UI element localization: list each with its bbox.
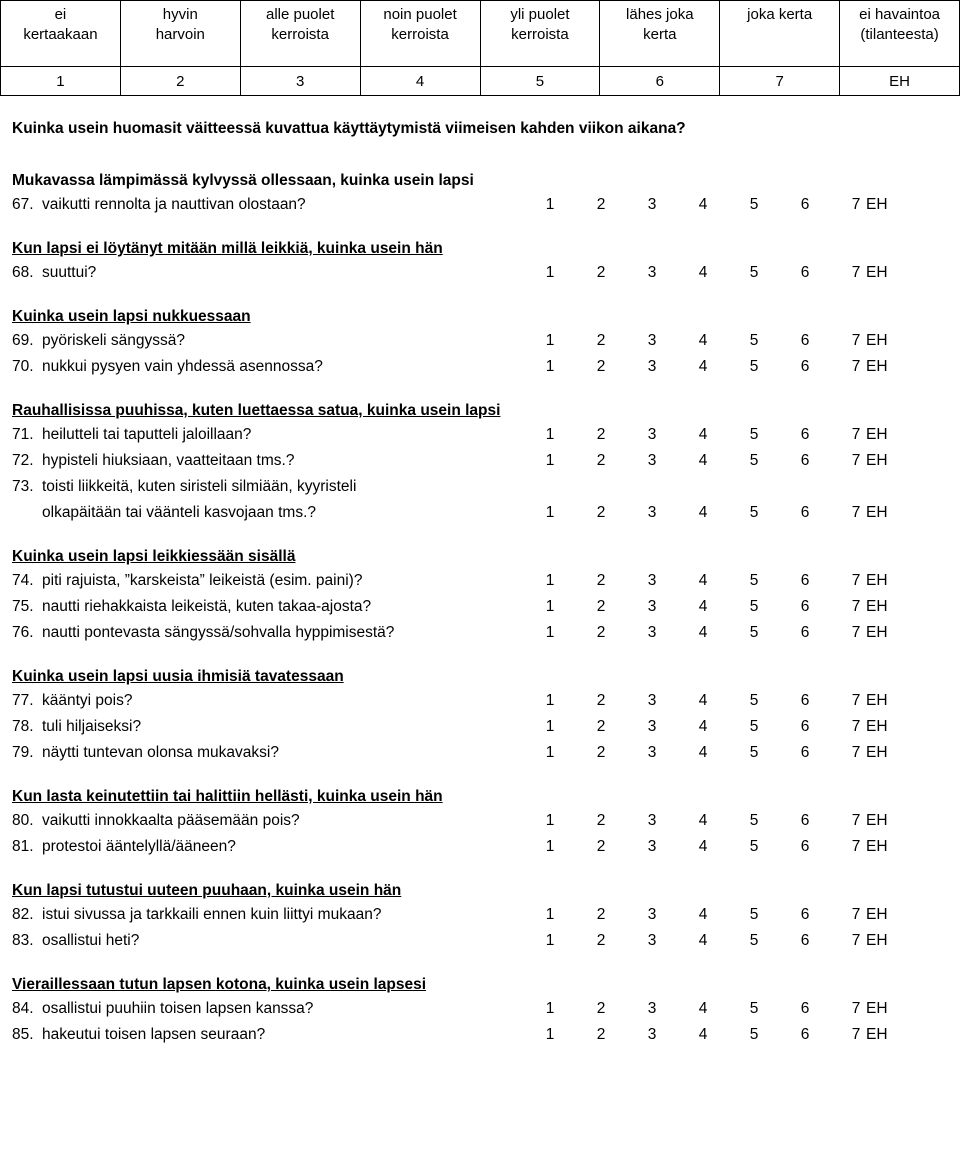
response-scale-table	[0, 0, 960, 96]
answer-option-1[interactable]: 1	[545, 744, 555, 761]
section-heading: Kuinka usein lapsi nukkuessaan	[12, 308, 251, 325]
section-heading: Kuinka usein lapsi leikkiessään sisällä	[12, 548, 296, 565]
answer-option-7[interactable]: 7	[851, 264, 861, 281]
section-heading: Kuinka usein lapsi uusia ihmisiä tavatessaan	[12, 668, 344, 685]
answer-option-1[interactable]: 1	[545, 572, 555, 589]
answer-option-2[interactable]: 2	[596, 1026, 606, 1043]
answer-option-2[interactable]: 2	[596, 452, 606, 469]
answer-option-5[interactable]: 5	[749, 426, 759, 443]
answer-option-5[interactable]: 5	[749, 932, 759, 949]
answer-option-7[interactable]: 7	[851, 812, 861, 829]
question-number: 69.	[12, 332, 34, 349]
scale-label-text: hyvin	[162, 6, 198, 23]
answer-option-5[interactable]: 5	[749, 504, 759, 521]
answer-option-7[interactable]: 7	[851, 504, 861, 521]
answer-option-4[interactable]: 4	[698, 744, 708, 761]
scale-label-text: joka kerta	[747, 6, 813, 23]
answer-option-1[interactable]: 1	[545, 358, 555, 375]
answer-option-1[interactable]: 1	[545, 452, 555, 469]
question-text: piti rajuista, ”karskeista” leikeistä (esim. paini)?	[42, 572, 363, 589]
answer-option-eh[interactable]: EH	[866, 264, 888, 281]
question-text: osallistui puuhiin toisen lapsen kanssa?	[42, 1000, 314, 1017]
answer-option-2[interactable]: 2	[596, 504, 606, 521]
answer-option-5[interactable]: 5	[749, 332, 759, 349]
answer-option-5[interactable]: 5	[749, 838, 759, 855]
answer-option-3[interactable]: 3	[647, 624, 657, 641]
scale-label-cell	[240, 1, 360, 67]
scale-label-text: kerroista	[271, 26, 329, 43]
scale-label-text: alle puolet	[265, 6, 335, 23]
question-text: hakeutui toisen lapsen seuraan?	[42, 1026, 266, 1043]
answer-option-1[interactable]: 1	[545, 624, 555, 641]
answer-option-3[interactable]: 3	[647, 572, 657, 589]
question-text: kääntyi pois?	[42, 692, 133, 709]
answer-option-2[interactable]: 2	[596, 692, 606, 709]
answer-option-1[interactable]: 1	[545, 332, 555, 349]
answer-option-2[interactable]: 2	[596, 624, 606, 641]
question-section	[12, 880, 952, 954]
answer-option-4[interactable]: 4	[698, 196, 708, 213]
answer-option-3[interactable]: 3	[647, 264, 657, 281]
answer-option-4[interactable]: 4	[698, 264, 708, 281]
question-number: 71.	[12, 426, 34, 443]
question-number: 73.	[12, 478, 34, 495]
answer-option-7[interactable]: 7	[851, 906, 861, 923]
question-text: toisti liikkeitä, kuten siristeli silmiään, kyyristeli	[42, 478, 357, 495]
question-text: nautti pontevasta sängyssä/sohvalla hyppimisestä?	[42, 624, 395, 641]
section-heading: Kun lasta keinutettiin tai halittiin hellästi, kuinka usein hän	[12, 788, 443, 805]
answer-option-eh[interactable]: EH	[866, 504, 888, 521]
answer-option-eh[interactable]: EH	[866, 838, 888, 855]
answer-option-6[interactable]: 6	[800, 906, 810, 923]
question-section	[12, 786, 952, 860]
question-item	[12, 834, 952, 860]
answer-option-6[interactable]: 6	[800, 812, 810, 829]
scale-code-cell: 6	[600, 67, 720, 96]
answer-option-eh[interactable]: EH	[866, 1000, 888, 1017]
question-number: 78.	[12, 718, 34, 735]
answer-option-2[interactable]: 2	[596, 426, 606, 443]
answer-option-eh[interactable]: EH	[866, 426, 888, 443]
question-item	[12, 740, 952, 766]
question-item	[12, 620, 952, 646]
question-number: 76.	[12, 624, 34, 641]
answer-option-5[interactable]: 5	[749, 358, 759, 375]
answer-option-eh[interactable]: EH	[866, 932, 888, 949]
main-question: Kuinka usein huomasit väitteessä kuvattua käyttäytymistä viimeisen kahden viikon aikana?	[12, 120, 686, 137]
question-number: 68.	[12, 264, 34, 281]
answer-option-1[interactable]: 1	[545, 264, 555, 281]
answer-option-7[interactable]: 7	[851, 1000, 861, 1017]
answer-option-7[interactable]: 7	[851, 1026, 861, 1043]
question-text-continued: olkapäitään tai väänteli kasvojaan tms.?	[42, 504, 316, 521]
answer-option-3[interactable]: 3	[647, 744, 657, 761]
answer-option-4[interactable]: 4	[698, 504, 708, 521]
question-number: 82.	[12, 906, 34, 923]
answer-option-4[interactable]: 4	[698, 838, 708, 855]
answer-option-4[interactable]: 4	[698, 692, 708, 709]
section-heading: Vieraillessaan tutun lapsen kotona, kuinka usein lapsesi	[12, 976, 427, 993]
answer-option-eh[interactable]: EH	[866, 812, 888, 829]
question-text: istui sivussa ja tarkkaili ennen kuin liittyi mukaan?	[42, 906, 382, 923]
answer-option-3[interactable]: 3	[647, 1026, 657, 1043]
answer-option-2[interactable]: 2	[596, 744, 606, 761]
answer-option-6[interactable]: 6	[800, 744, 810, 761]
answer-option-7[interactable]: 7	[851, 718, 861, 735]
answer-option-5[interactable]: 5	[749, 812, 759, 829]
answer-option-6[interactable]: 6	[800, 838, 810, 855]
answer-option-6[interactable]: 6	[800, 1000, 810, 1017]
answer-option-6[interactable]: 6	[800, 452, 810, 469]
answer-option-2[interactable]: 2	[596, 932, 606, 949]
question-text: näytti tuntevan olonsa mukavaksi?	[42, 744, 279, 761]
answer-option-4[interactable]: 4	[698, 718, 708, 735]
question-item	[12, 996, 952, 1022]
answer-option-5[interactable]: 5	[749, 718, 759, 735]
answer-option-eh[interactable]: EH	[866, 598, 888, 615]
scale-label-text: kerroista	[511, 26, 569, 43]
question-text: protestoi ääntelyllä/ääneen?	[42, 838, 236, 855]
answer-option-5[interactable]: 5	[749, 906, 759, 923]
scale-label-cell	[480, 1, 600, 67]
answer-option-eh[interactable]: EH	[866, 572, 888, 589]
answer-option-3[interactable]: 3	[647, 906, 657, 923]
answer-option-6[interactable]: 6	[800, 932, 810, 949]
scale-code-cell: 5	[480, 67, 600, 96]
answer-option-1[interactable]: 1	[545, 1026, 555, 1043]
answer-option-eh[interactable]: EH	[866, 906, 888, 923]
scale-label-text: harvoin	[155, 26, 205, 43]
section-heading: Mukavassa lämpimässä kylvyssä ollessaan, kuinka usein lapsi	[12, 172, 474, 189]
scale-label-text: ei	[54, 6, 67, 23]
answer-option-6[interactable]: 6	[800, 1026, 810, 1043]
answer-option-4[interactable]: 4	[698, 932, 708, 949]
answer-option-eh[interactable]: EH	[866, 332, 888, 349]
answer-option-eh[interactable]: EH	[866, 1026, 888, 1043]
answer-option-3[interactable]: 3	[647, 812, 657, 829]
answer-option-6[interactable]: 6	[800, 264, 810, 281]
question-text: nukkui pysyen vain yhdessä asennossa?	[42, 358, 323, 375]
question-number: 79.	[12, 744, 34, 761]
answer-option-5[interactable]: 5	[749, 624, 759, 641]
answer-option-eh[interactable]: EH	[866, 692, 888, 709]
answer-option-2[interactable]: 2	[596, 718, 606, 735]
question-section	[12, 238, 952, 286]
answer-option-6[interactable]: 6	[800, 358, 810, 375]
answer-option-2[interactable]: 2	[596, 196, 606, 213]
answer-option-6[interactable]: 6	[800, 718, 810, 735]
answer-option-1[interactable]: 1	[545, 426, 555, 443]
answer-option-3[interactable]: 3	[647, 718, 657, 735]
question-number: 77.	[12, 692, 34, 709]
answer-option-5[interactable]: 5	[749, 598, 759, 615]
answer-option-6[interactable]: 6	[800, 504, 810, 521]
question-item	[12, 1022, 952, 1048]
scale-label-text: kerroista	[391, 26, 449, 43]
answer-option-7[interactable]: 7	[851, 744, 861, 761]
scale-code-cell: 1	[1, 67, 121, 96]
answer-option-5[interactable]: 5	[749, 196, 759, 213]
answer-option-4[interactable]: 4	[698, 358, 708, 375]
question-text: suuttui?	[42, 264, 97, 281]
answer-option-4[interactable]: 4	[698, 332, 708, 349]
answer-option-4[interactable]: 4	[698, 426, 708, 443]
question-item	[12, 902, 952, 928]
answer-option-4[interactable]: 4	[698, 598, 708, 615]
scale-label-text: kertaakaan	[23, 26, 98, 43]
question-section	[12, 306, 952, 380]
scale-code-cell: 4	[360, 67, 480, 96]
question-item	[12, 688, 952, 714]
answer-option-7[interactable]: 7	[851, 426, 861, 443]
answer-option-3[interactable]: 3	[647, 932, 657, 949]
question-number: 80.	[12, 812, 34, 829]
answer-option-1[interactable]: 1	[545, 598, 555, 615]
question-item	[12, 808, 952, 834]
question-number: 70.	[12, 358, 34, 375]
scale-label-text: kerta	[643, 26, 677, 43]
answer-option-5[interactable]: 5	[749, 452, 759, 469]
answer-option-3[interactable]: 3	[647, 358, 657, 375]
answer-option-4[interactable]: 4	[698, 1000, 708, 1017]
scale-label-text: lähes joka	[626, 6, 694, 23]
question-item	[12, 328, 952, 354]
answer-option-3[interactable]: 3	[647, 504, 657, 521]
answer-option-1[interactable]: 1	[545, 196, 555, 213]
scale-label-text: yli puolet	[510, 6, 570, 23]
scale-label-text: (tilanteesta)	[860, 26, 939, 43]
section-heading: Kun lapsi tutustui uuteen puuhaan, kuinka usein hän	[12, 882, 402, 899]
scale-code-cell: EH	[840, 67, 960, 96]
answer-option-2[interactable]: 2	[596, 332, 606, 349]
answer-option-5[interactable]: 5	[749, 264, 759, 281]
question-text: vaikutti rennolta ja nauttivan olostaan?	[42, 196, 306, 213]
answer-option-1[interactable]: 1	[545, 718, 555, 735]
answer-option-7[interactable]: 7	[851, 624, 861, 641]
question-text: hypisteli hiuksiaan, vaatteitaan tms.?	[42, 452, 295, 469]
question-number: 74.	[12, 572, 34, 589]
answer-option-6[interactable]: 6	[800, 692, 810, 709]
question-item	[12, 354, 952, 380]
answer-option-6[interactable]: 6	[800, 598, 810, 615]
answer-option-7[interactable]: 7	[851, 838, 861, 855]
answer-option-5[interactable]: 5	[749, 572, 759, 589]
answer-option-5[interactable]: 5	[749, 1026, 759, 1043]
answer-option-3[interactable]: 3	[647, 426, 657, 443]
answer-option-eh[interactable]: EH	[866, 196, 888, 213]
answer-option-2[interactable]: 2	[596, 598, 606, 615]
answer-option-2[interactable]: 2	[596, 264, 606, 281]
answer-option-1[interactable]: 1	[545, 838, 555, 855]
answer-option-eh[interactable]: EH	[866, 358, 888, 375]
question-item	[12, 474, 952, 526]
scale-labels-row	[1, 1, 960, 67]
scale-code-cell: 7	[720, 67, 840, 96]
question-item	[12, 448, 952, 474]
question-text: tuli hiljaiseksi?	[42, 718, 142, 735]
questionnaire-sections	[12, 170, 952, 1068]
question-number: 75.	[12, 598, 34, 615]
question-item	[12, 568, 952, 594]
answer-option-eh[interactable]: EH	[866, 624, 888, 641]
answer-option-1[interactable]: 1	[545, 932, 555, 949]
question-item	[12, 260, 952, 286]
question-section	[12, 974, 952, 1048]
answer-option-3[interactable]: 3	[647, 332, 657, 349]
scale-code-cell: 3	[240, 67, 360, 96]
question-item	[12, 422, 952, 448]
answer-option-eh[interactable]: EH	[866, 718, 888, 735]
section-heading: Rauhallisissa puuhissa, kuten luettaessa satua, kuinka usein lapsi	[12, 402, 501, 419]
answer-option-3[interactable]: 3	[647, 452, 657, 469]
answer-option-4[interactable]: 4	[698, 812, 708, 829]
answer-option-2[interactable]: 2	[596, 838, 606, 855]
answer-option-4[interactable]: 4	[698, 452, 708, 469]
answer-option-eh[interactable]: EH	[866, 744, 888, 761]
section-heading: Kun lapsi ei löytänyt mitään millä leikkiä, kuinka usein hän	[12, 240, 443, 257]
answer-option-7[interactable]: 7	[851, 932, 861, 949]
question-number: 85.	[12, 1026, 34, 1043]
answer-option-7[interactable]: 7	[851, 692, 861, 709]
answer-option-2[interactable]: 2	[596, 1000, 606, 1017]
answer-option-2[interactable]: 2	[596, 572, 606, 589]
question-number: 67.	[12, 196, 34, 213]
answer-option-6[interactable]: 6	[800, 572, 810, 589]
answer-option-4[interactable]: 4	[698, 906, 708, 923]
question-item	[12, 594, 952, 620]
question-section	[12, 400, 952, 526]
question-text: heilutteli tai taputteli jaloillaan?	[42, 426, 252, 443]
answer-option-5[interactable]: 5	[749, 692, 759, 709]
question-number: 72.	[12, 452, 34, 469]
answer-option-3[interactable]: 3	[647, 598, 657, 615]
question-number: 81.	[12, 838, 34, 855]
answer-option-6[interactable]: 6	[800, 196, 810, 213]
answer-option-4[interactable]: 4	[698, 624, 708, 641]
scale-label-cell	[600, 1, 720, 67]
question-item	[12, 192, 952, 218]
question-text: nautti riehakkaista leikeistä, kuten takaa-ajosta?	[42, 598, 372, 615]
question-text: osallistui heti?	[42, 932, 140, 949]
scale-label-cell	[360, 1, 480, 67]
answer-option-6[interactable]: 6	[800, 624, 810, 641]
question-text: pyöriskeli sängyssä?	[42, 332, 186, 349]
scale-code-cell: 2	[120, 67, 240, 96]
answer-option-3[interactable]: 3	[647, 196, 657, 213]
answer-option-6[interactable]: 6	[800, 332, 810, 349]
answer-option-6[interactable]: 6	[800, 426, 810, 443]
answer-option-1[interactable]: 1	[545, 812, 555, 829]
question-text: vaikutti innokkaalta pääsemään pois?	[42, 812, 300, 829]
answer-option-eh[interactable]: EH	[866, 452, 888, 469]
answer-option-7[interactable]: 7	[851, 196, 861, 213]
answer-option-5[interactable]: 5	[749, 744, 759, 761]
answer-option-2[interactable]: 2	[596, 358, 606, 375]
answer-option-7[interactable]: 7	[851, 598, 861, 615]
answer-option-7[interactable]: 7	[851, 452, 861, 469]
answer-option-4[interactable]: 4	[698, 1026, 708, 1043]
scale-label-cell	[120, 1, 240, 67]
answer-option-3[interactable]: 3	[647, 1000, 657, 1017]
scale-label-cell	[720, 1, 840, 67]
question-item	[12, 714, 952, 740]
question-section	[12, 546, 952, 646]
scale-label-cell	[1, 1, 121, 67]
scale-codes-row	[1, 67, 960, 96]
answer-option-1[interactable]: 1	[545, 906, 555, 923]
answer-option-1[interactable]: 1	[545, 1000, 555, 1017]
scale-label-text: noin puolet	[383, 6, 457, 23]
answer-option-7[interactable]: 7	[851, 332, 861, 349]
question-item	[12, 928, 952, 954]
scale-label-text: ei havaintoa	[859, 6, 941, 23]
answer-option-1[interactable]: 1	[545, 504, 555, 521]
question-section	[12, 170, 952, 218]
answer-option-1[interactable]: 1	[545, 692, 555, 709]
question-number: 84.	[12, 1000, 34, 1017]
question-number: 83.	[12, 932, 34, 949]
answer-option-5[interactable]: 5	[749, 1000, 759, 1017]
answer-option-3[interactable]: 3	[647, 692, 657, 709]
scale-label-cell	[840, 1, 960, 67]
question-section	[12, 666, 952, 766]
answer-option-7[interactable]: 7	[851, 358, 861, 375]
answer-option-7[interactable]: 7	[851, 572, 861, 589]
answer-option-4[interactable]: 4	[698, 572, 708, 589]
answer-option-3[interactable]: 3	[647, 838, 657, 855]
answer-option-2[interactable]: 2	[596, 906, 606, 923]
answer-option-2[interactable]: 2	[596, 812, 606, 829]
